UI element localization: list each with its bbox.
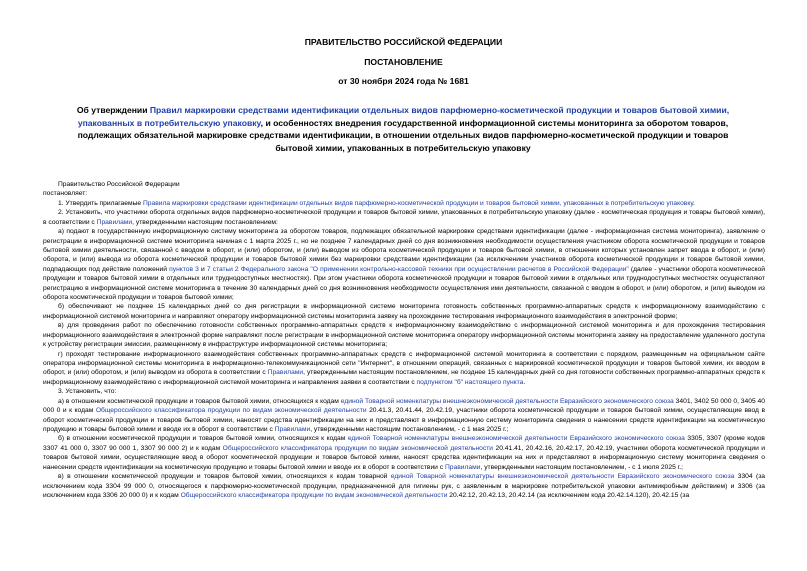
paragraph-3-a (43, 397, 765, 435)
subparagraph-a-end: (далее - участники оборота косметической продукции и товаров бытовой химии в отдельных или труднодоступных местностях). При этом участники оборота косметической продукции и товаров бытовой химии в отдельных или труднодоступных местностях осуществляют регистрацию в информационной системе мониторинга в течение 30 календарных дней со дня возникновения необходимости осуществления ими деятельности, связанной с вводом в оборот, и (или) оборотом, и (или) выводом из оборота косметической продукции и товаров бытовой химии; (43, 265, 766, 302)
p3v-end: 20.42.12, 20.42.13, 20.42.14 (за исключением кода 20.42.14.120), 20.42.15 (за (447, 491, 690, 499)
rules-link[interactable]: Правилами (267, 369, 304, 377)
p3b-end: , утвержденными настоящим постановлением, - с 1 июля 2025 г.; (480, 463, 683, 471)
paragraph-3-v (43, 472, 765, 500)
document-type-heading: ПОСТАНОВЛЕНИЕ (364, 57, 443, 67)
rules-link[interactable]: Правилами (96, 218, 133, 226)
paragraph-3: 3. Установить, что: (58, 388, 117, 396)
subparagraph-a-text: а) подают в государственную информационную систему мониторинга за оборотом товаров, подлежащих обязательной маркировке средствами идентификации (далее - информационная система мониторинга), заявление о регистрации в информационной системе мониторинга начиная с 1 марта 2025 г., но не позднее 7 календарных дней со дня возникновения необходимости осуществления участником оборота косметической продукции и товаров бытовой химии деятельности, связанной с вводом в оборот, и (или) оборотом, и (или) выводом из оборота косметической продукции и товаров бытовой химии, в отношении которых установлен запрет ввода в оборот, и (или) оборота, и (или) вывода из оборота косметической продукции и товаров бытовой химии без маркировки средствами идентификации (за исключением участников оборота косметической продукции и товаров бытовой химии, подпадающих под действие положений (43, 228, 765, 273)
author-line: Правительство Российской Федерации (58, 181, 180, 188)
subparagraph-b: б) обеспечивают не позднее 15 календарных дней со дня регистрации в информационной системе мониторинга готовность собственных программно-аппаратных средств к информационному взаимодействию с информационной системой мониторинга и направляют оператору информационной системы мониторинга заявку на прохождение тестирования информационного взаимодействия в электронной форме; (43, 303, 765, 320)
rules-link[interactable]: Правилами (444, 463, 481, 471)
rules-link[interactable]: Правила маркировки средствами идентификации отдельных видов парфюмерно-косметической продукции и товаров бытовой химии, упакованных в потребительскую упаковку (142, 199, 694, 207)
paragraph-2-end: , утвержденными настоящим постановлением: (132, 218, 278, 226)
title-suffix: , и особенностях внедрения государственной информационной системы мониторинга за оборотом товаров, подлежащих обязательной маркировке средствами идентификации, в отношении отдельных видов парфюмерно-косметической продукции и товаров бытовой химии, упакованных в потребительскую упаковку (77, 117, 729, 153)
title-prefix: Об утверждении (76, 105, 150, 115)
p3a-end: , утвержденными настоящим постановлением, - с 1 мая 2025 г.; (310, 425, 509, 433)
okpd-classifier-link[interactable]: Общероссийского классификатора продукции по видам экономической деятельности (222, 444, 494, 452)
government-heading: ПРАВИТЕЛЬСТВО РОССИЙСКОЙ ФЕДЕРАЦИИ (304, 37, 503, 47)
subparagraph-a-and: и (198, 265, 207, 273)
subpoint-b-link[interactable]: подпунктом "б" настоящего пункта (416, 378, 524, 386)
subparagraph-g-end: . (523, 378, 526, 386)
document-body (43, 180, 765, 500)
subparagraph-g-text: г) проходят тестирование информационного взаимодействия собственных программно-аппаратных средств с информационной системой мониторинга в соответствии с порядком, размещенным на официальном сайте оператора информационной системы мониторинга в информационно-телекоммуникационной сети "Интернет", в отношении операций, связанных с маркировкой косметической продукции и товаров бытовой химии, их вводом в оборот, и (или) оборотом, и (или) выводом из оборота в соответствии с (43, 350, 765, 377)
paragraph-1 (43, 199, 765, 208)
paragraph-1-end: . (693, 199, 695, 207)
subparagraph-a (43, 227, 765, 302)
p3b-codes: 3305, 3307 (кроме кодов 3307 41 000 0, 3307 90 000 1, 3307 90 000 2) и к кодам (43, 435, 765, 452)
subparagraph-v: в) для проведения работ по обеспечению готовности собственных программно-аппаратных средств к информационному взаимодействию с информационной системой мониторинга и для прохождения тестирования информационного взаимодействия в электронной форме направляют после регистрации в информационной системе мониторинга оператору информационной системы мониторинга заявку на предоставление удаленного доступа к устройству регистрации эмиссии, размещенному в инфраструктуре информационной системы мониторинга; (43, 322, 765, 349)
decides-line: постановляет: (43, 190, 88, 198)
p3a-codes: 3401, 3402 50 000 0, 3405 40 000 0 и к кодам (43, 397, 765, 415)
p3a-mid: 20.41.3, 20.41.44, 20.42.19, участники оборота косметической продукции и товаров бытовой химии, осуществляющие ввод в оборот косметической продукции и товаров бытовой химии, наносят средства идентификации на них и представляют в информационную систему мониторинга сведения о нанесении средств идентификации на косметическую продукцию и товары бытовой химии и вводе их в оборот в соответствии с (43, 407, 766, 433)
okpd-classifier-link[interactable]: Общероссийского классификатора продукции по видам экономической деятельности (95, 407, 367, 415)
eaeu-nomenclature-link[interactable]: единой Товарной номенклатуры внешнеэкономической деятельности Евразийского экономического союза (347, 435, 685, 443)
subparagraph-g-mid: , утвержденными настоящим постановлением, не позднее 15 календарных дней со дня готовности собственных программно-аппаратных средств к информационному взаимодействию с информационной системой мониторинга и направления заявки в соответствии с (43, 369, 765, 386)
subparagraph-g (43, 350, 765, 388)
federal-law-link[interactable]: 7 статьи 2 Федерального закона "О применении контрольно-кассовой техники при осуществлении расчетов в Российской Федерации" (206, 265, 629, 273)
rules-link[interactable]: Правилами (274, 425, 311, 433)
p3b-text: б) в отношении косметической продукции и товаров бытовой химии, относящихся к кодам (58, 435, 348, 443)
document-title (58, 104, 748, 154)
points-3-link[interactable]: пунктов 3 (169, 265, 199, 273)
title-rules-link[interactable]: Правил маркировки средствами идентификации отдельных видов парфюмерно-косметической продукции и товаров бытовой химии, упакованных в потребительскую упаковку (77, 105, 730, 128)
paragraph-1-text: 1. Утвердить прилагаемые (58, 199, 143, 207)
eaeu-nomenclature-link[interactable]: единой Товарной номенклатуры внешнеэкономической деятельности Евразийского экономического союза (340, 397, 674, 405)
paragraph-2 (43, 208, 765, 227)
paragraph-3-b (43, 434, 765, 472)
paragraph-2-text: 2. Установить, что участники оборота отдельных видов парфюмерно-косметической продукции и товаров бытовой химии, упакованных в потребительскую упаковку (далее - косметическая продукция и товары бытовой химии), в соответствии с (43, 209, 765, 226)
p3b-mid: 20.41.41, 20.42.16, 20.42.17, 20.42.19, участники оборота косметической продукции и товаров бытовой химии, осуществляющие ввод в оборот косметической продукции и товаров бытовой химии, наносят средства идентификации на них и представляют в информационную систему мониторинга сведения о нанесении средств идентификации на косметическую продукцию и товары бытовой химии и вводе их в оборот в соответствии с (43, 444, 765, 471)
okpd-classifier-link[interactable]: Общероссийского классификатора продукции по видам экономической деятельности (180, 491, 448, 499)
p3v-text: в) в отношении косметической продукции и товаров бытовой химии, относящихся к кодам товарной (58, 473, 391, 481)
document-date-number: от 30 ноября 2024 года № 1681 (338, 76, 469, 86)
p3v-codes: 3304 (за исключением кода 3304 99 000 0, относящегося к парфюмерно-косметической продукции, предназначенной для гигиены рук, с заявленным в маркировке потребительской упаковки антимикробным действием) и 3306 (за исключением кода 3306 20 000 0) и к кодам (43, 473, 766, 499)
eaeu-nomenclature-link[interactable]: единой Товарной номенклатуры внешнеэкономической деятельности Евразийского экономического союза (390, 473, 735, 481)
p3a-text: а) в отношении косметической продукции и товаров бытовой химии, относящихся к кодам (58, 397, 341, 405)
